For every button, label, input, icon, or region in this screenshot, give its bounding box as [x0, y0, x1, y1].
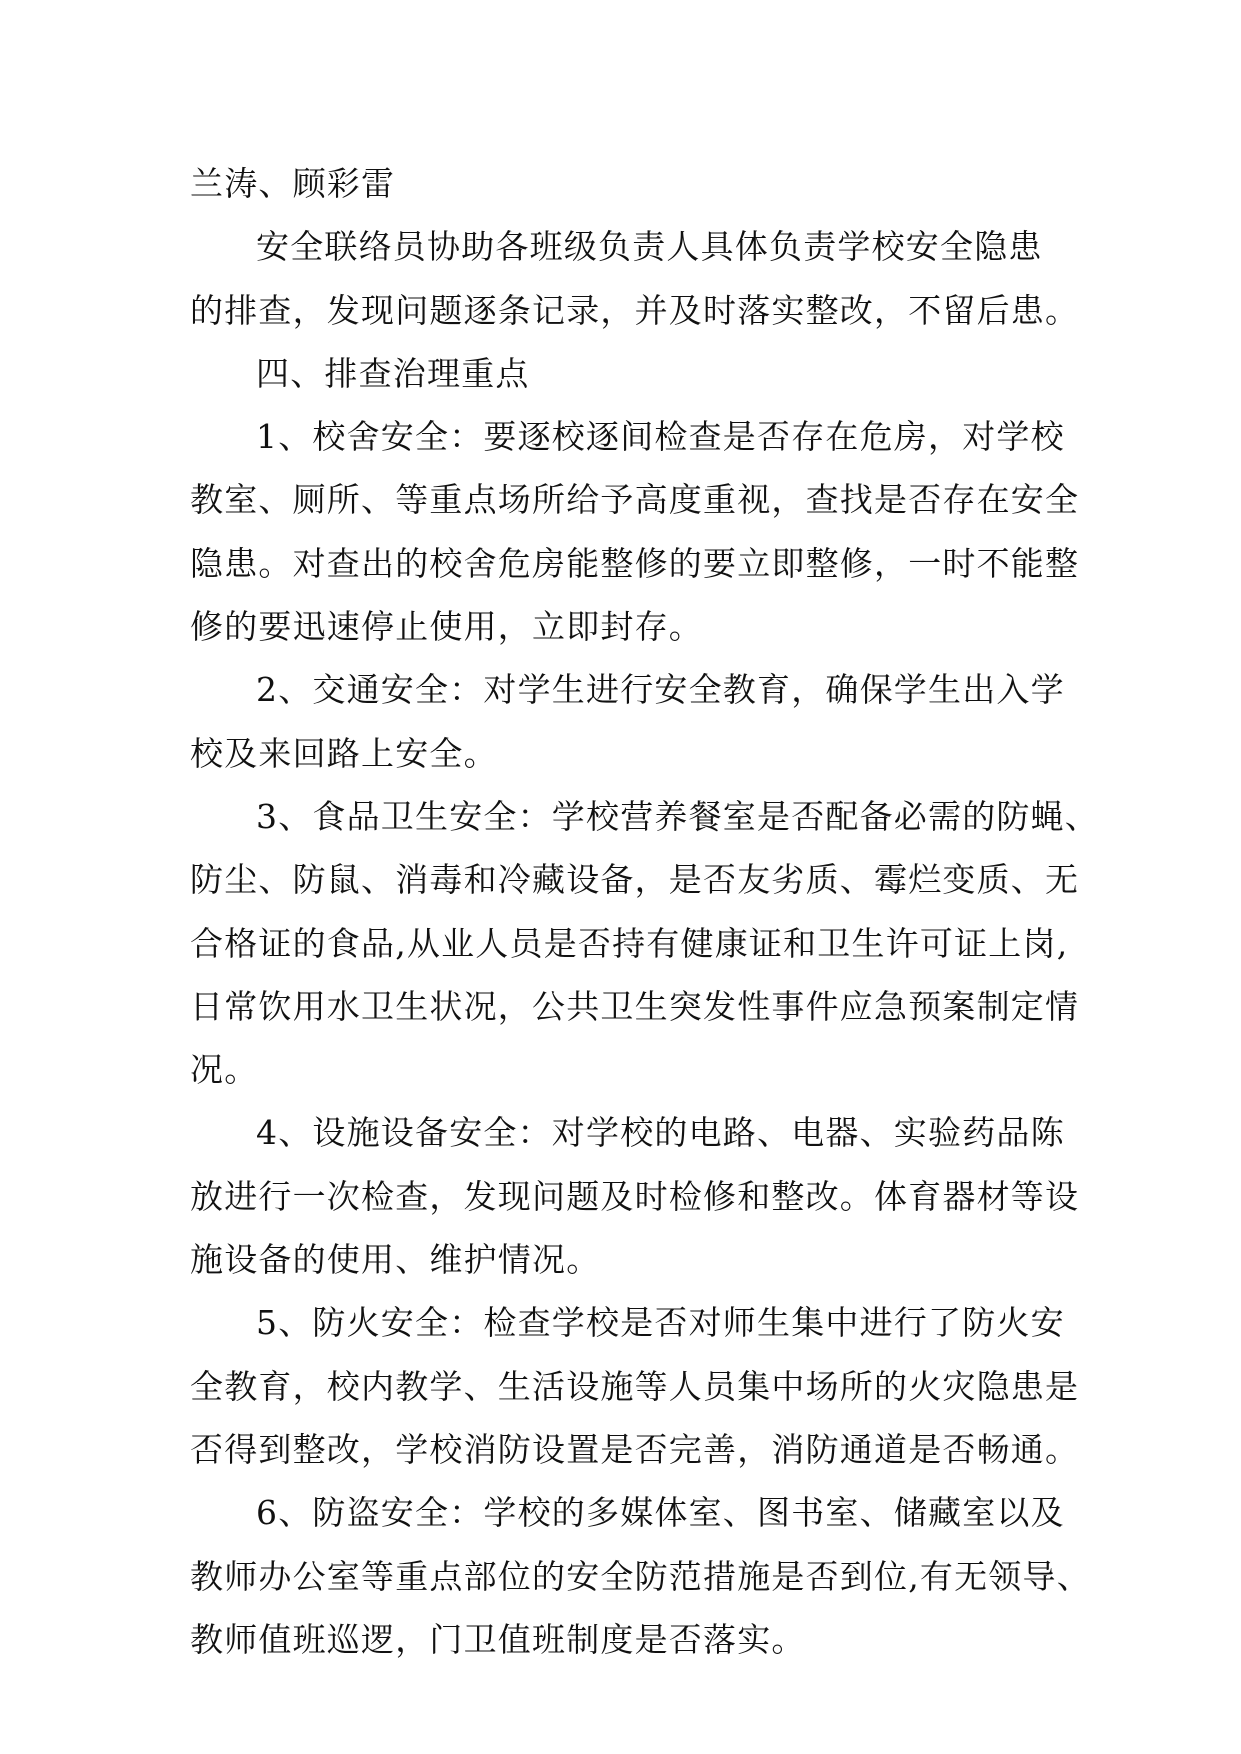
document-line: 放进行一次检查，发现问题及时检修和整改。体育器材等设	[190, 1176, 1080, 1216]
document-line: 合格证的食品,从业人员是否持有健康证和卫生许可证上岗,	[190, 923, 1069, 963]
document-line: 4、设施设备安全：对学校的电路、电器、实验药品陈	[256, 1113, 1065, 1153]
document-line: 况。	[190, 1050, 259, 1090]
document-line: 3、食品卫生安全：学校营养餐室是否配备必需的防蝇、	[256, 796, 1099, 836]
document-line: 2、交通安全：对学生进行安全教育，确保学生出入学	[256, 670, 1065, 710]
document-line: 教师办公室等重点部位的安全防范措施是否到位,有无领导、	[190, 1556, 1091, 1596]
document-line: 安全联络员协助各班级负责人具体负责学校安全隐患	[256, 227, 1043, 267]
document-line: 隐患。对查出的校舍危房能整修的要立即整修，一时不能整	[190, 543, 1080, 583]
document-line: 施设备的使用、维护情况。	[190, 1240, 601, 1280]
document-line: 6、防盗安全：学校的多媒体室、图书室、储藏室以及	[256, 1493, 1065, 1533]
document-line: 否得到整改，学校消防设置是否完善，消防通道是否畅通。	[190, 1429, 1080, 1469]
document-line: 教师值班巡逻，门卫值班制度是否落实。	[190, 1619, 806, 1659]
document-line: 教室、厕所、等重点场所给予高度重视，查找是否存在安全	[190, 480, 1080, 520]
document-line: 四、排查治理重点	[256, 353, 530, 393]
document-line: 5、防火安全：检查学校是否对师生集中进行了防火安	[256, 1303, 1065, 1343]
document-body	[190, 152, 1099, 1671]
document-line: 全教育，校内教学、生活设施等人员集中场所的火灾隐患是	[190, 1366, 1080, 1406]
document-line: 兰涛、顾彩雷	[190, 164, 396, 203]
document-line: 校及来回路上安全。	[190, 733, 498, 773]
document-line: 的排查，发现问题逐条记录，并及时落实整改，不留后患。	[190, 290, 1080, 330]
document-line: 1、校舍安全：要逐校逐间检查是否存在危房，对学校	[256, 417, 1065, 457]
document-line: 日常饮用水卫生状况，公共卫生突发性事件应急预案制定情	[190, 986, 1080, 1026]
document-line: 修的要迅速停止使用，立即封存。	[190, 607, 703, 647]
document-line: 防尘、防鼠、消毒和冷藏设备，是否友劣质、霉烂变质、无	[190, 860, 1080, 900]
